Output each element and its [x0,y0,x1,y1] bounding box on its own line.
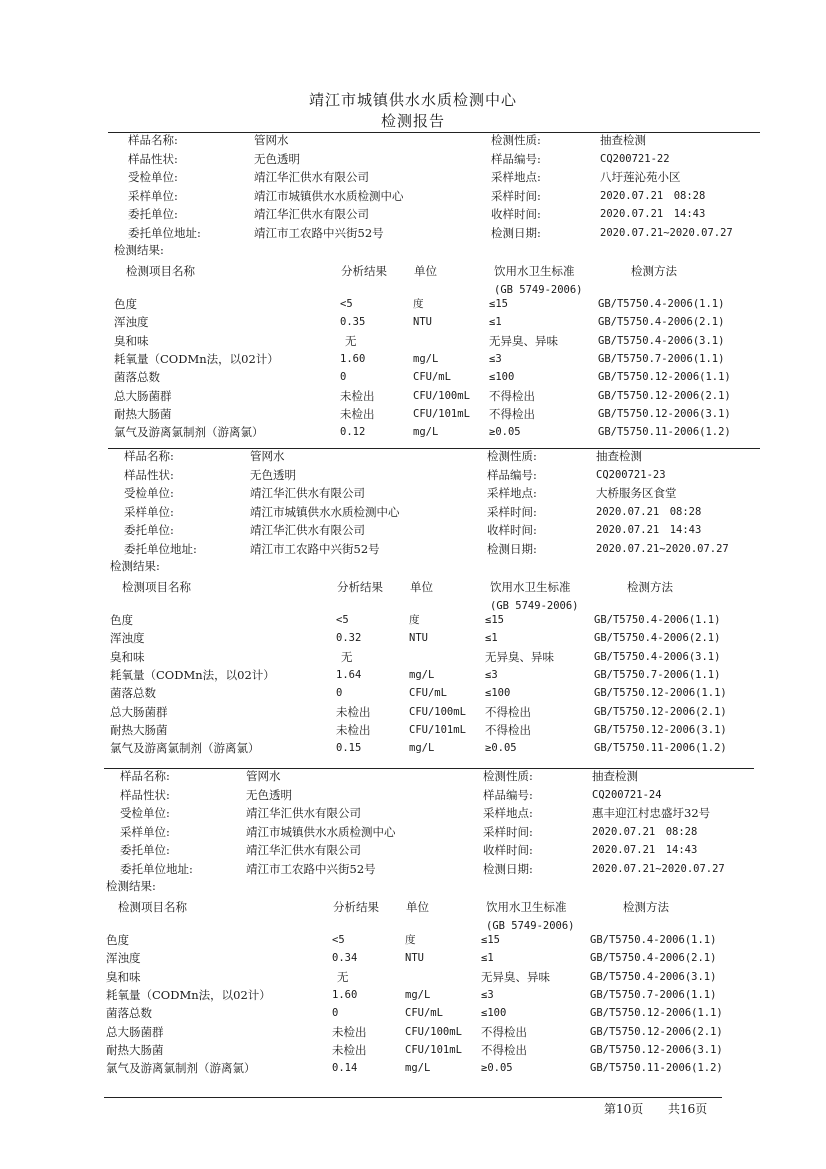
page-total: 共16页 [668,1102,708,1116]
field-label-sample-name: 样品名称: [120,769,170,783]
row-method: GB/T5750.7-2006(1.1) [598,352,725,365]
col-header-method: 检测方法 [623,900,669,914]
row-result: 0.14 [332,1062,358,1075]
field-value-client: 靖江华汇供水有限公司 [250,523,365,538]
row-unit: CFU/101mL [405,1043,462,1056]
row-item: 总大肠菌群 [110,704,168,719]
row-unit: CFU/101mL [413,407,470,420]
col-header-unit: 单位 [410,580,433,594]
row-unit: CFU/mL [405,1007,443,1020]
col-header-item: 检测项目名称 [118,900,187,914]
row-item: 氯气及游离氯制剂（游离氯） [114,425,264,440]
row-item: 总大肠菌群 [106,1024,164,1039]
col-header-std: 饮用水卫生标准 [490,580,571,594]
field-value-test-date: 2020.07.21~2020.07.27 [592,863,725,875]
col-header-result: 分析结果 [341,264,387,278]
row-result: 0 [340,371,347,384]
row-result: <5 [336,614,349,626]
row-unit: 度 [409,614,420,626]
row-result: 0.34 [332,952,358,965]
field-label-nature: 检测性质: [487,449,537,463]
row-item: 耐热大肠菌 [106,1042,164,1057]
field-label-location: 采样地点: [491,170,541,185]
row-result: 0.32 [336,632,362,645]
section-divider [104,768,754,769]
field-value-sampling-unit: 靖江市城镇供水水质检测中心 [250,504,400,519]
field-label-test-date: 检测日期: [483,862,533,876]
row-std: 无异臭、异味 [481,969,550,984]
footer-line [104,1097,722,1098]
field-label-client-address: 委托单位地址: [128,226,201,240]
col-header-unit: 单位 [414,264,437,278]
results-heading: 检测结果: [110,559,160,573]
row-std: 无异臭、异味 [489,333,558,348]
row-item: 色度 [110,613,133,627]
field-value-test-date: 2020.07.21~2020.07.27 [600,227,733,239]
row-result: 未检出 [332,1024,367,1039]
row-item: 臭和味 [110,649,145,664]
row-method: GB/T5750.12-2006(1.1) [590,1007,723,1020]
field-value-location: 八圩莲沁苑小区 [600,170,681,185]
row-result: 未检出 [340,388,375,403]
row-std: 不得检出 [481,1024,527,1039]
field-label-sampling-time: 采样时间: [487,504,537,519]
field-label-sample-no: 样品编号: [483,787,533,802]
field-value-sampling-time: 2020.07.21 08:28 [596,505,702,518]
field-value-inspected-unit: 靖江华汇供水有限公司 [246,806,361,821]
row-item: 菌落总数 [114,370,160,385]
row-unit: CFU/mL [409,687,447,700]
row-unit: CFU/100mL [405,1025,462,1038]
row-unit: 度 [405,934,416,946]
row-std: ≤100 [489,371,515,384]
field-value-receive-time: 2020.07.21 14:43 [592,844,698,857]
field-value-nature: 抽查检测 [596,449,642,463]
field-label-sample-no: 样品编号: [487,467,537,482]
row-std: ≥0.05 [485,742,517,755]
sample-section [0,446,729,766]
field-label-sampling-unit: 采样单位: [120,824,170,839]
row-result: 1.60 [332,988,358,1001]
row-result: <5 [332,934,345,946]
field-value-sampling-unit: 靖江市城镇供水水质检测中心 [254,188,404,203]
field-label-location: 采样地点: [483,806,533,821]
field-label-client-address: 委托单位地址: [120,862,193,876]
row-item: 总大肠菌群 [114,388,172,403]
field-value-sampling-time: 2020.07.21 08:28 [600,189,706,202]
row-result: 0 [332,1007,339,1020]
field-value-nature: 抽查检测 [592,769,638,783]
sample-section [0,130,733,450]
field-value-sample-no: CQ200721-24 [592,788,662,801]
row-result: 未检出 [336,722,371,737]
field-label-test-date: 检测日期: [491,226,541,240]
field-value-nature: 抽查检测 [600,133,646,147]
row-item: 氯气及游离氯制剂（游离氯） [106,1061,256,1076]
field-label-receive-time: 收样时间: [491,207,541,222]
col-header-std-sub: (GB 5749-2006) [494,284,583,296]
row-result: 0.35 [340,316,366,329]
row-unit: CFU/mL [413,371,451,384]
row-method: GB/T5750.4-2006(3.1) [598,334,725,347]
row-std: ≤1 [485,632,498,645]
field-value-inspected-unit: 靖江华汇供水有限公司 [254,170,369,185]
row-std: ≤3 [485,668,498,681]
row-result: 未检出 [336,704,371,719]
field-value-sample-no: CQ200721-23 [596,468,666,481]
row-item: 氯气及游离氯制剂（游离氯） [110,741,260,756]
row-method: GB/T5750.4-2006(3.1) [590,970,717,983]
row-std: ≤3 [489,352,502,365]
row-method: GB/T5750.12-2006(3.1) [594,723,727,736]
row-item: 臭和味 [106,969,141,984]
field-label-inspected-unit: 受检单位: [128,170,178,185]
field-label-sample-state: 样品性状: [128,151,178,166]
field-value-sample-state: 无色透明 [246,787,292,802]
field-value-location: 惠丰迎江村忠盛圩32号 [592,806,711,821]
row-unit: NTU [413,316,432,329]
row-result: 0.15 [336,742,362,755]
field-label-client: 委托单位: [120,843,170,858]
field-label-client-address: 委托单位地址: [124,542,197,556]
field-value-client-address: 靖江市工农路中兴街52号 [246,862,376,876]
row-item: 耗氧量（CODMn法，以02计） [114,351,279,366]
row-result: 无 [337,969,349,984]
col-header-std-sub: (GB 5749-2006) [490,600,579,612]
results-heading: 检测结果: [106,879,156,893]
row-std: 不得检出 [485,722,531,737]
row-std: 不得检出 [481,1042,527,1057]
row-std: ≤15 [481,934,500,946]
row-method: GB/T5750.12-2006(3.1) [598,407,731,420]
row-std: ≤100 [481,1007,507,1020]
row-unit: 度 [413,298,424,310]
row-method: GB/T5750.12-2006(2.1) [590,1025,723,1038]
row-result: 1.64 [336,668,362,681]
row-result: 未检出 [340,406,375,421]
field-label-sampling-time: 采样时间: [491,188,541,203]
row-result: 无 [341,649,353,664]
field-label-sampling-unit: 采样单位: [128,188,178,203]
row-method: GB/T5750.12-2006(1.1) [594,687,727,700]
row-method: GB/T5750.7-2006(1.1) [590,988,717,1001]
row-std: 不得检出 [489,406,535,421]
field-label-inspected-unit: 受检单位: [124,486,174,501]
row-method: GB/T5750.7-2006(1.1) [594,668,721,681]
row-item: 耐热大肠菌 [110,722,168,737]
row-std: 不得检出 [489,388,535,403]
field-value-sample-state: 无色透明 [250,467,296,482]
row-method: GB/T5750.4-2006(1.1) [590,934,717,946]
row-std: ≥0.05 [489,426,521,439]
col-header-std: 饮用水卫生标准 [486,900,567,914]
row-method: GB/T5750.11-2006(1.2) [594,742,727,755]
section-divider [108,132,760,133]
field-label-client: 委托单位: [128,207,178,222]
row-unit: CFU/100mL [413,389,470,402]
row-method: GB/T5750.4-2006(2.1) [590,952,717,965]
field-value-sample-name: 管网水 [250,449,285,463]
field-label-sample-no: 样品编号: [491,151,541,166]
row-method: GB/T5750.4-2006(1.1) [598,298,725,310]
field-label-location: 采样地点: [487,486,537,501]
row-item: 浑浊度 [106,951,141,966]
row-item: 色度 [114,297,137,311]
col-header-unit: 单位 [406,900,429,914]
field-label-client: 委托单位: [124,523,174,538]
field-value-sampling-time: 2020.07.21 08:28 [592,825,698,838]
row-std: ≤100 [485,687,511,700]
col-header-item: 检测项目名称 [126,264,195,278]
field-value-client-address: 靖江市工农路中兴街52号 [254,226,384,240]
row-std: ≤15 [485,614,504,626]
field-value-sampling-unit: 靖江市城镇供水水质检测中心 [246,824,396,839]
col-header-std: 饮用水卫生标准 [494,264,575,278]
row-unit: mg/L [413,352,439,365]
row-std: ≥0.05 [481,1062,513,1075]
field-value-receive-time: 2020.07.21 14:43 [596,524,702,537]
sample-section [0,766,725,1086]
page-number: 第10页 [604,1102,644,1116]
row-method: GB/T5750.4-2006(1.1) [594,614,721,626]
field-value-client-address: 靖江市工农路中兴街52号 [250,542,380,556]
field-label-sampling-time: 采样时间: [483,824,533,839]
row-item: 耗氧量（CODMn法，以02计） [106,987,271,1002]
section-divider [108,448,760,449]
row-result: 未检出 [332,1042,367,1057]
field-value-sample-no: CQ200721-22 [600,152,670,165]
row-item: 耐热大肠菌 [114,406,172,421]
field-value-receive-time: 2020.07.21 14:43 [600,208,706,221]
row-method: GB/T5750.4-2006(3.1) [594,650,721,663]
row-std: ≤3 [481,988,494,1001]
row-item: 耗氧量（CODMn法，以02计） [110,667,275,682]
col-header-std-sub: (GB 5749-2006) [486,920,575,932]
field-value-test-date: 2020.07.21~2020.07.27 [596,543,729,555]
field-label-sample-state: 样品性状: [120,787,170,802]
row-std: ≤15 [489,298,508,310]
row-method: GB/T5750.4-2006(2.1) [594,632,721,645]
field-value-location: 大桥服务区食堂 [596,486,677,501]
row-std: 无异臭、异味 [485,649,554,664]
field-value-sample-state: 无色透明 [254,151,300,166]
row-item: 色度 [106,933,129,947]
row-unit: CFU/101mL [409,723,466,736]
row-unit: mg/L [405,988,431,1001]
row-unit: mg/L [409,668,435,681]
row-item: 浑浊度 [114,315,149,330]
row-result: 1.60 [340,352,366,365]
row-std: ≤1 [481,952,494,965]
col-header-method: 检测方法 [627,580,673,594]
field-label-sample-name: 样品名称: [128,133,178,147]
field-label-sample-state: 样品性状: [124,467,174,482]
row-method: GB/T5750.12-2006(3.1) [590,1043,723,1056]
row-item: 臭和味 [114,333,149,348]
row-unit: mg/L [405,1062,431,1075]
row-item: 菌落总数 [106,1006,152,1021]
col-header-result: 分析结果 [337,580,383,594]
col-header-method: 检测方法 [631,264,677,278]
row-result: <5 [340,298,353,310]
report-title: 检测报告 [380,112,445,130]
row-unit: CFU/100mL [409,705,466,718]
field-label-receive-time: 收样时间: [483,843,533,858]
row-result: 无 [345,333,357,348]
row-unit: mg/L [413,426,439,439]
row-method: GB/T5750.11-2006(1.2) [598,426,731,439]
results-heading: 检测结果: [114,243,164,257]
row-result: 0.12 [340,426,366,439]
field-value-inspected-unit: 靖江华汇供水有限公司 [250,486,365,501]
row-unit: NTU [405,952,424,965]
col-header-item: 检测项目名称 [122,580,191,594]
field-label-nature: 检测性质: [483,769,533,783]
row-item: 菌落总数 [110,686,156,701]
field-label-receive-time: 收样时间: [487,523,537,538]
field-label-test-date: 检测日期: [487,542,537,556]
row-unit: NTU [409,632,428,645]
row-unit: mg/L [409,742,435,755]
field-label-nature: 检测性质: [491,133,541,147]
row-method: GB/T5750.12-2006(2.1) [594,705,727,718]
row-method: GB/T5750.4-2006(2.1) [598,316,725,329]
field-label-sample-name: 样品名称: [124,449,174,463]
row-std: 不得检出 [485,704,531,719]
row-method: GB/T5750.12-2006(1.1) [598,371,731,384]
row-method: GB/T5750.12-2006(2.1) [598,389,731,402]
field-value-sample-name: 管网水 [246,769,281,783]
report-org: 靖江市城镇供水水质检测中心 [308,91,517,109]
row-std: ≤1 [489,316,502,329]
field-value-client: 靖江华汇供水有限公司 [254,207,369,222]
field-label-sampling-unit: 采样单位: [124,504,174,519]
field-value-sample-name: 管网水 [254,133,289,147]
field-value-client: 靖江华汇供水有限公司 [246,843,361,858]
row-result: 0 [336,687,343,700]
row-item: 浑浊度 [110,631,145,646]
field-label-inspected-unit: 受检单位: [120,806,170,821]
col-header-result: 分析结果 [333,900,379,914]
row-method: GB/T5750.11-2006(1.2) [590,1062,723,1075]
